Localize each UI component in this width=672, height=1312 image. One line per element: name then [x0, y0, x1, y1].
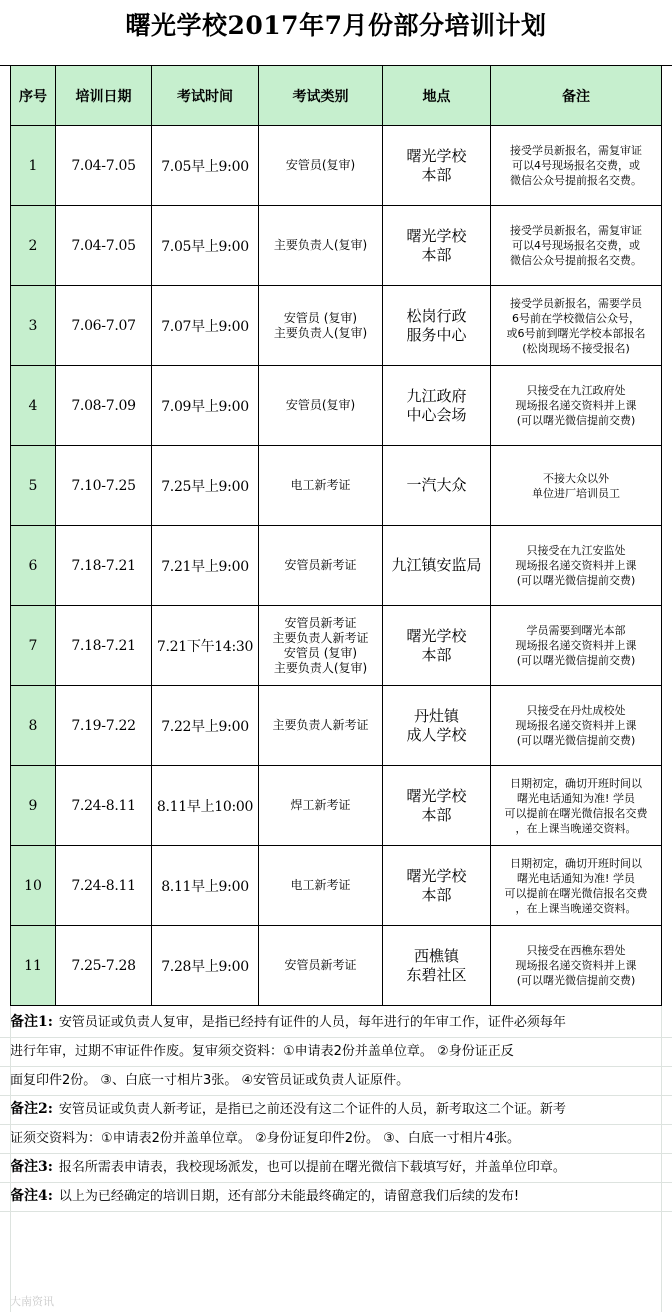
remark-line — [10, 1095, 660, 1124]
cell-no: 4 — [11, 366, 56, 446]
cell-location-line: 成人学校 — [406, 725, 467, 744]
cell-exam-category — [259, 846, 383, 926]
cell-exam-category-line: 主要负责人(复审) — [273, 325, 368, 340]
cell-remarks-line: 学员需要到曙光本部 — [526, 624, 626, 637]
remark-line — [10, 1124, 660, 1153]
remark-line — [10, 1037, 660, 1066]
cell-exam-category-line: 主要负责人新考证 — [272, 718, 369, 732]
table-row — [11, 926, 662, 1006]
cell-location-line: 曙光学校 — [406, 226, 467, 245]
cell-remarks-line: 现场报名递交资料并上课 — [515, 719, 637, 732]
watermark: 大南资讯 — [10, 1295, 54, 1308]
cell-remarks — [491, 126, 662, 206]
grid-line — [0, 1124, 672, 1125]
remark-line — [10, 1066, 660, 1095]
remark-text: 进行年审，过期不审证件作废。复审须交资料：①申请表2份并盖单位章。 ②身份证正反 — [10, 1044, 514, 1059]
cell-location-line: 东碧社区 — [406, 965, 467, 984]
cell-exam-category-line: 电工新考证 — [290, 478, 351, 492]
cell-remarks-line: ，在上课当晚递交资料。 — [515, 821, 637, 835]
cell-remarks-line: (可以曙光微信提前交费) — [516, 654, 636, 667]
cell-location-line: 本部 — [421, 645, 452, 664]
cell-remarks-line: 单位进厂培训员工 — [532, 486, 620, 500]
cell-exam-category — [259, 926, 383, 1006]
cell-no: 11 — [11, 926, 56, 1006]
cell-location — [383, 926, 491, 1006]
remark-line — [10, 1153, 660, 1182]
cell-remarks-line: 可以提前在曙光微信报名交费 — [504, 806, 648, 820]
table-row — [11, 366, 662, 446]
spacer-row — [0, 48, 672, 66]
cell-exam-category-line: 主要负责人(复审) — [273, 660, 368, 675]
table-row — [11, 766, 662, 846]
cell-train-date: 7.04-7.05 — [56, 126, 152, 206]
remark-line — [10, 1008, 660, 1037]
cell-exam-category-line: 安管员(复审) — [285, 398, 356, 412]
cell-location — [383, 526, 491, 606]
cell-no: 9 — [11, 766, 56, 846]
remark-text: 证须交资料为：①申请表2份并盖单位章。 ②身份证复印件2份。 ③、白底一寸相片4张。 — [10, 1131, 521, 1146]
cell-remarks-line: (可以曙光微信提前交费) — [516, 574, 636, 587]
cell-no: 7 — [11, 606, 56, 686]
cell-location — [383, 286, 491, 366]
cell-remarks-line: 日期初定，确切开班时间以 — [510, 776, 642, 790]
remark-label: 备注3: — [10, 1159, 53, 1175]
cell-exam-category-line: 安管员新考证 — [284, 615, 357, 630]
cell-exam-time: 8.11早上10:00 — [152, 766, 259, 846]
cell-exam-category-line: 安管员新考证 — [284, 958, 357, 972]
cell-exam-time: 7.28早上9:00 — [152, 926, 259, 1006]
remark-text: 面复印件2份。 ③、白底一寸相片3张。 ④安管员证或负责人证原件。 — [10, 1073, 410, 1088]
cell-exam-time: 7.09早上9:00 — [152, 366, 259, 446]
cell-location-line: 中心会场 — [406, 405, 467, 424]
cell-train-date: 7.24-8.11 — [56, 846, 152, 926]
grid-line — [0, 1211, 672, 1212]
cell-location-line: 本部 — [421, 245, 452, 264]
cell-location-line: 本部 — [421, 805, 452, 824]
remark-text: 安管员证或负责人新考证，是指已之前还没有这二个证件的人员，新考取这二个证。新考 — [58, 1102, 566, 1117]
cell-remarks-line: 可以4号现场报名交费，或 — [512, 159, 640, 172]
cell-remarks — [491, 926, 662, 1006]
cell-remarks-line: 日期初定，确切开班时间以 — [510, 856, 642, 870]
cell-exam-category-line: 安管员 (复审) — [283, 645, 358, 660]
cell-location-line: 本部 — [421, 165, 452, 184]
cell-exam-category — [259, 286, 383, 366]
cell-location-line: 松岗行政 — [406, 306, 467, 325]
cell-remarks-line: 接受学员新报名，需复审证 — [510, 144, 642, 157]
cell-exam-time: 7.07早上9:00 — [152, 286, 259, 366]
grid-line — [10, 1006, 11, 1312]
cell-exam-time: 7.21下午14:30 — [152, 606, 259, 686]
grid-line — [661, 1006, 662, 1312]
cell-remarks-line: 接受学员新报名，需要学员 — [510, 296, 642, 310]
cell-remarks-line: (可以曙光微信提前交费) — [516, 734, 636, 747]
cell-remarks-line: 不接大众以外 — [543, 471, 609, 485]
table-row — [11, 286, 662, 366]
cell-no: 2 — [11, 206, 56, 286]
cell-remarks-line: 现场报名递交资料并上课 — [515, 559, 637, 572]
cell-remarks — [491, 526, 662, 606]
cell-remarks-line: 可以提前在曙光微信报名交费 — [504, 886, 648, 900]
cell-train-date: 7.18-7.21 — [56, 526, 152, 606]
header-train-date: 培训日期 — [56, 66, 152, 126]
cell-train-date: 7.19-7.22 — [56, 686, 152, 766]
cell-remarks-line: 只接受在九江政府处 — [526, 384, 626, 397]
cell-remarks — [491, 606, 662, 686]
header-no: 序号 — [11, 66, 56, 126]
table-header-row — [11, 66, 662, 126]
remark-line — [10, 1182, 660, 1211]
cell-location — [383, 446, 491, 526]
cell-remarks-line: 曙光电话通知为准! 学员 — [517, 871, 635, 885]
cell-train-date: 7.25-7.28 — [56, 926, 152, 1006]
table-row — [11, 446, 662, 526]
cell-location — [383, 846, 491, 926]
cell-no: 8 — [11, 686, 56, 766]
remark-text: 以上为已经确定的培训日期，还有部分未能最终确定的，请留意我们后续的发布! — [58, 1189, 520, 1204]
cell-remarks-line: (松岗现场不接受报名) — [522, 341, 630, 355]
table-row — [11, 846, 662, 926]
cell-remarks — [491, 846, 662, 926]
cell-remarks-line: 或6号前到曙光学校本部报名 — [506, 326, 646, 340]
cell-location-line: 曙光学校 — [406, 866, 467, 885]
header-exam-time: 考试时间 — [152, 66, 259, 126]
cell-exam-category — [259, 686, 383, 766]
table-row — [11, 126, 662, 206]
page-title: 曙光学校2017年7月份部分培训计划 — [0, 0, 672, 49]
cell-remarks-line: 现场报名递交资料并上课 — [515, 639, 637, 652]
cell-no: 5 — [11, 446, 56, 526]
table-row — [11, 606, 662, 686]
cell-train-date: 7.18-7.21 — [56, 606, 152, 686]
grid-line — [0, 1066, 672, 1067]
cell-no: 3 — [11, 286, 56, 366]
cell-location-line: 服务中心 — [406, 325, 467, 344]
cell-exam-category-line: 安管员 (复审) — [283, 310, 358, 325]
cell-exam-category — [259, 766, 383, 846]
cell-exam-category — [259, 126, 383, 206]
remark-text: 安管员证或负责人复审，是指已经持有证件的人员，每年进行的年审工作，证件必须每年 — [58, 1015, 566, 1030]
cell-location — [383, 766, 491, 846]
remark-label: 备注4: — [10, 1188, 53, 1204]
cell-location — [383, 366, 491, 446]
cell-remarks-line: 只接受在九江安监处 — [526, 544, 626, 557]
cell-train-date: 7.10-7.25 — [56, 446, 152, 526]
grid-line — [0, 1153, 672, 1154]
cell-train-date: 7.08-7.09 — [56, 366, 152, 446]
cell-remarks-line: ，在上课当晚递交资料。 — [515, 901, 637, 915]
cell-remarks-line: 微信公众号提前报名交费。 — [510, 254, 642, 267]
grid-line — [0, 1182, 672, 1183]
remark-label: 备注1: — [10, 1014, 53, 1030]
cell-location-line: 本部 — [421, 885, 452, 904]
grid-line — [0, 1037, 672, 1038]
cell-location-line: 九江镇安监局 — [391, 556, 482, 574]
cell-exam-time: 7.25早上9:00 — [152, 446, 259, 526]
cell-exam-time: 7.22早上9:00 — [152, 686, 259, 766]
cell-exam-category — [259, 606, 383, 686]
cell-remarks — [491, 686, 662, 766]
cell-no: 10 — [11, 846, 56, 926]
cell-exam-category-line: 主要负责人(复审) — [273, 238, 368, 252]
cell-location-line: 曙光学校 — [406, 786, 467, 805]
cell-location — [383, 126, 491, 206]
cell-location-line: 九江政府 — [406, 386, 467, 405]
cell-remarks-line: 微信公众号提前报名交费。 — [510, 174, 642, 187]
cell-location — [383, 206, 491, 286]
table-row — [11, 526, 662, 606]
cell-exam-time: 7.05早上9:00 — [152, 126, 259, 206]
cell-location-line: 西樵镇 — [413, 946, 459, 965]
cell-exam-category-line: 安管员(复审) — [285, 158, 356, 172]
cell-remarks-line: 可以4号现场报名交费，或 — [512, 239, 640, 252]
cell-remarks-line: 只接受在丹灶成校处 — [526, 704, 626, 717]
cell-no: 1 — [11, 126, 56, 206]
cell-remarks-line: 只接受在西樵东碧处 — [526, 944, 626, 957]
cell-exam-time: 7.05早上9:00 — [152, 206, 259, 286]
cell-remarks — [491, 206, 662, 286]
cell-train-date: 7.04-7.05 — [56, 206, 152, 286]
cell-exam-category — [259, 366, 383, 446]
cell-remarks-line: 6号前在学校微信公众号， — [512, 311, 640, 325]
cell-exam-time: 8.11早上9:00 — [152, 846, 259, 926]
cell-location-line: 曙光学校 — [406, 146, 467, 165]
table-row — [11, 206, 662, 286]
cell-remarks-line: 曙光电话通知为准! 学员 — [517, 791, 635, 805]
cell-exam-category — [259, 446, 383, 526]
header-location: 地点 — [383, 66, 491, 126]
cell-remarks — [491, 766, 662, 846]
cell-no: 6 — [11, 526, 56, 606]
cell-remarks — [491, 286, 662, 366]
cell-exam-category — [259, 206, 383, 286]
cell-location — [383, 606, 491, 686]
remark-text: 报名所需表申请表，我校现场派发，也可以提前在曙光微信下载填写好，并盖单位印章。 — [58, 1160, 566, 1175]
remark-label: 备注2: — [10, 1101, 53, 1117]
cell-exam-category-line: 安管员新考证 — [284, 558, 357, 572]
cell-remarks-line: (可以曙光微信提前交费) — [516, 414, 636, 427]
cell-exam-category-line: 电工新考证 — [290, 878, 351, 892]
cell-remarks-line: (可以曙光微信提前交费) — [516, 974, 636, 987]
cell-train-date: 7.06-7.07 — [56, 286, 152, 366]
grid-line — [0, 1095, 672, 1096]
cell-location-line: 一汽大众 — [406, 476, 467, 494]
training-schedule-table — [10, 65, 662, 1006]
header-exam-category: 考试类别 — [259, 66, 383, 126]
cell-train-date: 7.24-8.11 — [56, 766, 152, 846]
cell-remarks-line: 现场报名递交资料并上课 — [515, 399, 637, 412]
cell-location-line: 丹灶镇 — [413, 706, 459, 725]
cell-location-line: 曙光学校 — [406, 626, 467, 645]
cell-location — [383, 686, 491, 766]
cell-remarks-line: 接受学员新报名，需复审证 — [510, 224, 642, 237]
cell-remarks — [491, 366, 662, 446]
cell-exam-category-line: 焊工新考证 — [290, 798, 351, 812]
cell-remarks — [491, 446, 662, 526]
table-row — [11, 686, 662, 766]
cell-exam-time: 7.21早上9:00 — [152, 526, 259, 606]
cell-remarks-line: 现场报名递交资料并上课 — [515, 959, 637, 972]
cell-exam-category — [259, 526, 383, 606]
cell-exam-category-line: 主要负责人新考证 — [272, 630, 369, 645]
header-remarks: 备注 — [491, 66, 662, 126]
